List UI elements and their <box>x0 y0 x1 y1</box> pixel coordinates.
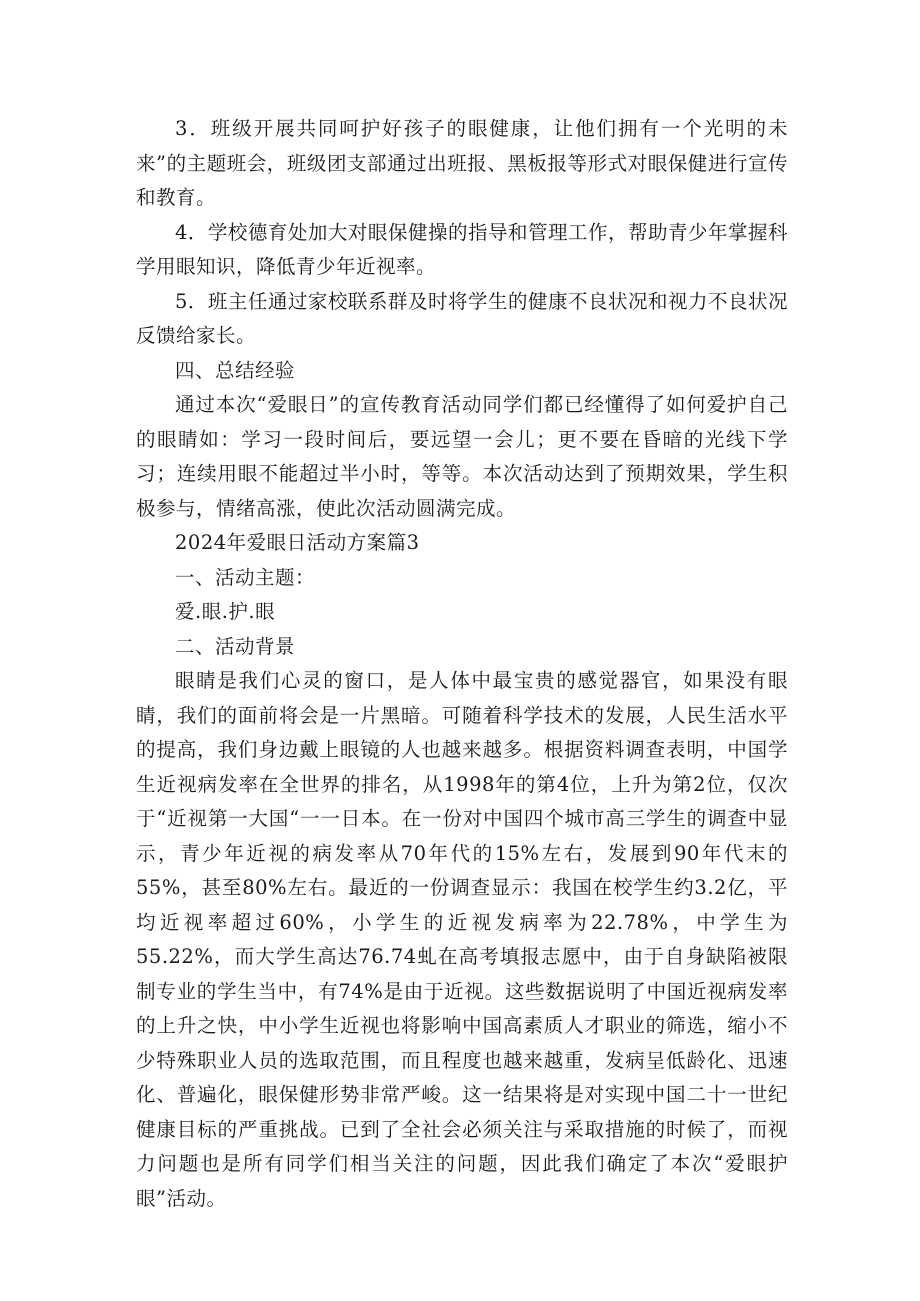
paragraph-item-5: 5．班主任通过家校联系群及时将学生的健康不良状况和视力不良状况反馈给家长。 <box>136 289 788 347</box>
document-body <box>136 112 788 1216</box>
section-heading-theme: 一、活动主题： <box>175 565 316 589</box>
section-heading-summary: 四、总结经验 <box>175 358 296 382</box>
paragraph-item-4: 4．学校德育处加大对眼保健操的指导和管理工作，帮助青少年掌握科学用眼知识，降低青少年近视率。 <box>136 220 788 278</box>
section-heading-background: 二、活动背景 <box>175 634 296 658</box>
document-title: 2024年爱眼日活动方案篇3 <box>175 531 420 554</box>
paragraph-summary: 通过本次“爱眼日”的宣传教育活动同学们都已经懂得了如何爱护自己的眼睛如：学习一段时间后，要远望一会儿；更不要在昏暗的光线下学习；连续用眼不能超过半小时，等等。本次活动达到了预期效果，学生积极参与，情绪高涨，使此次活动圆满完成。 <box>136 393 788 520</box>
paragraph-item-3: 3．班级开展共同呵护好孩子的眼健康，让他们拥有一个光明的未来”的主题班会，班级团支部通过出班报、黑板报等形式对眼保健进行宣传和教育。 <box>136 117 788 209</box>
paragraph-background: 眼睛是我们心灵的窗口，是人体中最宝贵的感觉器官，如果没有眼睛，我们的面前将会是一片黑暗。可随着科学技术的发展，人民生活水平的提高，我们身边戴上眼镜的人也越来越多。根据资料调查表明，中国学生近视病发率在全世界的排名，从1998年的第4位，上升为第2位，仅次于“近视第一大国“一一日本。在一份对中国四个城市高三学生的调查中显示，青少年近视的病发率从70年代的15%左右，发展到90年代末的55%，甚至80%左右。最近的一份调查显示：我国在校学生约3.2亿，平均近视率超过60%，小学生的近视发病率为22.78%，中学生为55.22%，而大学生高达76.74虬在高考填报志愿中，由于自身缺陷被限制专业的学生当中，有74%是由于近视。这些数据说明了中国近视病发率的上升之快，中小学生近视也将影响中国高素质人才职业的筛选，缩小不少特殊职业人员的选取范围，而且程度也越来越重，发病呈低龄化、迅速化、普遍化，眼保健形势非常严峻。这一结果将是对实现中国二十一世纪健康目标的严重挑战。已到了全社会必须关注与采取措施的时候了，而视力问题也是所有同学们相当关注的问题，因此我们确定了本次“爱眼护眼”活动。 <box>136 669 788 1210</box>
theme-text: 爱.眼.护.眼 <box>175 600 276 623</box>
